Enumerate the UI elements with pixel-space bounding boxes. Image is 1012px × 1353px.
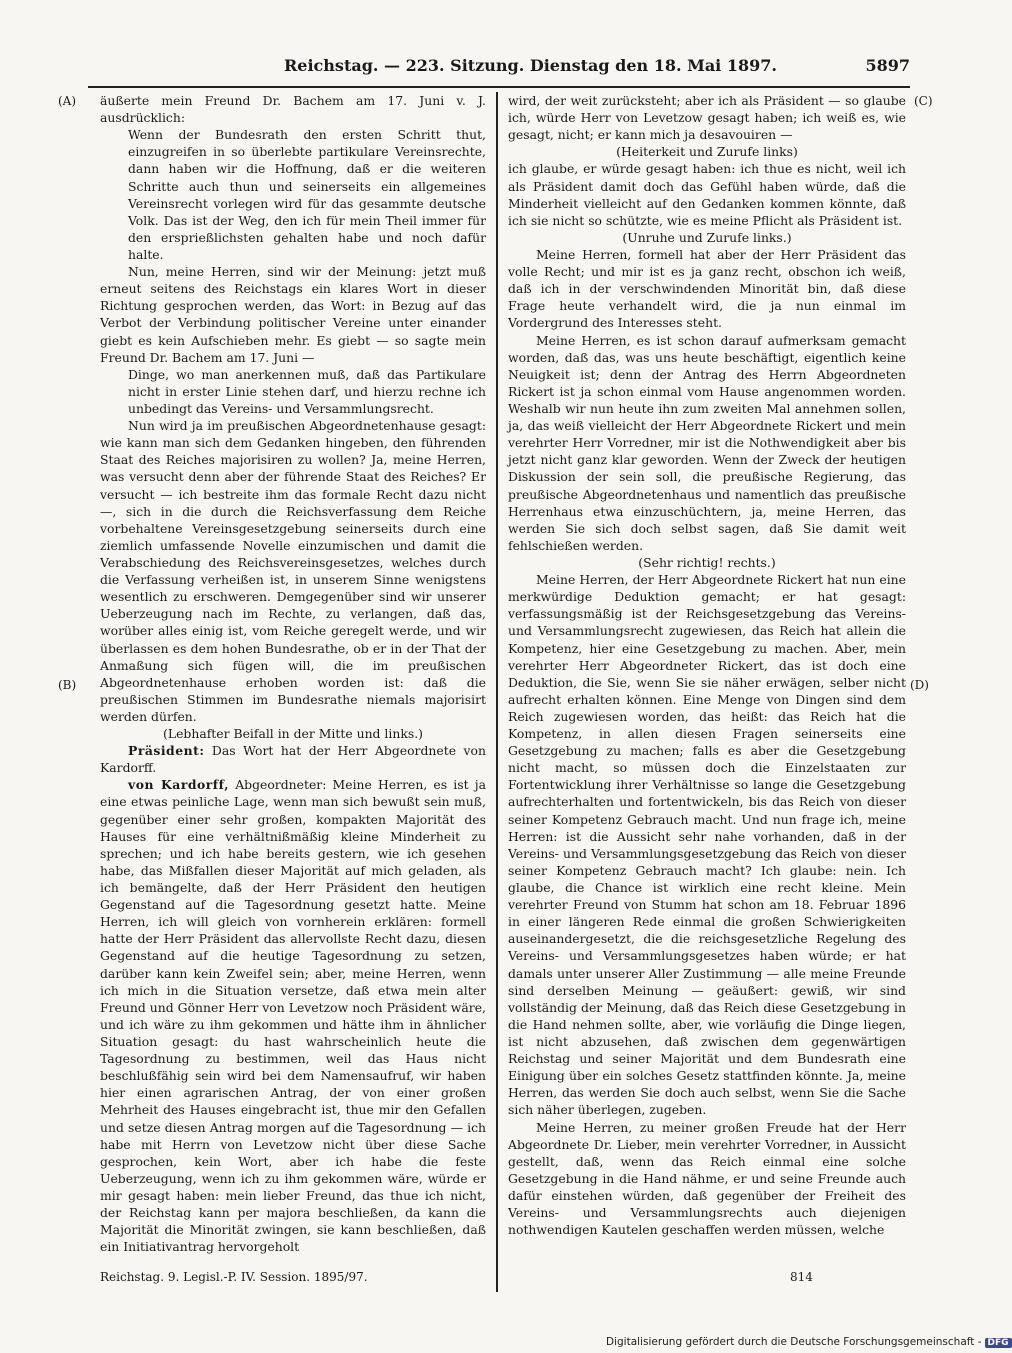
footer-sheet-number: 814	[790, 1270, 813, 1284]
page-number: 5897	[865, 56, 910, 75]
margin-marker-b: (B)	[58, 678, 77, 692]
margin-marker-c: (C)	[914, 94, 933, 108]
column-divider	[496, 92, 498, 1292]
paragraph: Wenn der Bundesrath den ersten Schritt thut, einzugreifen in so überlebte partikulare Vereinsrechte, dann haben wir die Hoffnung, daß er die weiteren Schritte auch thun und seinerseits ein allgemeines Vereinsrecht vorlegen wird für das gesammte deutsche Volk. Das ist der Weg, den ich für mein Theil immer für den ersprießlichsten gehalten habe und noch dafür halte.	[128, 127, 486, 262]
speech-text: Abgeordneter: Meine Herren, es ist ja eine etwas peinliche Lage, wenn man sich bewußt sein muß, gegenüber einer sehr großen, kompakten Majorität des Hauses für eine verhältnißmäßig kleine Minderheit zu sprechen; und ich habe bereits gestern, wie ich gesehen habe, das Mißfallen dieser Majorität auf mich geladen, als ich bemängelte, daß der Herr Präsident den heutigen Gegenstand auf die Tagesordnung gesetzt hatte. Meine Herren, ich will gleich von vornherein erklären: formell hatte der Herr Präsident das allervollste Recht dazu, diesen Gegenstand auf die heutige Tagesordnung zu setzen, darüber kann kein Zweifel sein; aber, meine Herren, wenn ich mich in die Situation versetze, daß etwa mein alter Freund und Gönner Herr von Levetzow noch Präsident wäre, und ich wäre zu ihm gekommen und hätte ihm in ähnlicher Situation gesagt: du hast wahrscheinlich heute die Tagesordnung zu bestimmen, weil das Haus nicht beschlußfähig sein wird bei dem Namensaufruf, wir haben hier einen agrarischen Antrag, der von einer großen Mehrheit des Hauses eingebracht ist, thue mir den Gefallen und setze diesen Antrag morgen auf die Tagesordnung — ich habe mit Herrn von Levetzow nicht über diese Sache gesprochen, kein Wort, aber ich habe die feste Ueberzeugung, wenn ich zu ihm gekommen wäre, würde er mir gesagt haben: mein lieber Freund, das thue ich nicht, der Reichstag kann per majora beschließen, da kann die Majorität die Minorität zwingen, sie kann beschließen, daß ein Initiativantrag hervorgeholt	[100, 777, 486, 1255]
paragraph	[100, 742, 486, 776]
paragraph: äußerte mein Freund Dr. Bachem am 17. Juni v. J. ausdrücklich:	[100, 93, 486, 126]
paragraph: (Unruhe und Zurufe links.)	[622, 229, 792, 245]
paragraph: (Sehr richtig! rechts.)	[638, 554, 776, 570]
dfg-logo: DFG	[985, 1338, 1012, 1348]
paragraph: Meine Herren, der Herr Abgeordnete Rickert hat nun eine merkwürdige Deduktion gemacht; er hat gesagt: verfassungsmäßig ist der Reichsgesetzgebung das Vereins- und Versammlungsrecht zugewiesen, das Reich hat allein die Kompetenz, hier eine Gesetzgebung zu machen. Aber, mein verehrter Herr Abgeordneter Rickert, das ist doch eine Deduktion, die Sie, wenn Sie sie näher erwägen, selber nicht aufrecht erhalten können. Eine Menge von Dingen sind dem Reich zugewiesen worden, das heißt: das Reich hat die Kompetenz, in allen diesen Fragen seinerseits eine Gesetzgebung zu machen; falls es aber die Gesetzgebung nicht macht, so müssen doch die Einzelstaaten zur Fortentwicklung ihrer Verhältnisse so lange die Gesetzgebung aufrechterhalten und fortentwickeln, bis das Reich von dieser seiner Kompetenz Gebrauch macht. Und nun frage ich, meine Herren: ist die Aussicht sehr nahe vorhanden, daß in der Vereins- und Versammlungsgesetzgebung das Reich von dieser seiner Kompetenz Gebrauch macht? Ich glaube: nein. Ich glaube, die Chance ist wirklich eine recht kleine. Mein verehrter Freund von Stumm hat schon am 18. Februar 1896 in einer längeren Rede einmal die großen Schwierigkeiten auseinandergesetzt, die die reichsgesetzliche Regelung des Vereins- und Versammlungsgesetzes haben würde; er hat damals unter unserer Aller Zustimmung — alle meine Freunde sind derselben Meinung — geäußert: gewiß, wir sind vollständig der Meinung, daß das Reich diese Gesetzgebung in die Hand nehmen sollte, aber, wie vorläufig die Dinge liegen, ist nicht abzusehen, daß zwischen dem gegenwärtigen Reichstag und seiner Majorität und dem Bundesrath eine Einigung über ein solches Gesetz stattfinden könnte. Ja, meine Herren, das werden Sie doch auch selbst, wenn Sie die Sache sich näher überlegen, zugeben.	[508, 572, 906, 1118]
paragraph	[100, 776, 486, 1255]
speech-text: Das Wort hat der Herr Abgeordnete von Kardorff.	[100, 743, 486, 776]
margin-marker-a: (A)	[58, 94, 77, 108]
margin-marker-d: (D)	[910, 678, 929, 692]
paragraph: Dinge, wo man anerkennen muß, daß das Partikulare nicht in erster Linie stehen darf, und hierzu rechne ich unbedingt das Vereins- und Versammlungsrecht.	[128, 366, 486, 416]
paragraph: Nun wird ja im preußischen Abgeordnetenhause gesagt: wie kann man sich dem Gedanken hingeben, den führenden Staat des Reiches majorisiren zu wollen? Ja, meine Herren, was versucht denn aber der führende Staat des Reiches? Er versucht — ich bestreite ihm das formale Recht dazu nicht —, sich in die durch die Reichsverfassung dem Reiche vorbehaltene Vereinsgesetzgebung seinerseits durch eine ziemlich umfassende Novelle einzumischen und damit die Verabschiedung des Reichsvereinsgesetzes, welches durch die Verfassung verheißen ist, in unserem Sinne wenigstens wesentlich zu erschweren. Demgegenüber sind wir unserer Ueberzeugung nach im Rechte, zu verlangen, daß das, worüber alles einig ist, vom Reiche geregelt werde, und wir überlassen es dem hohen Bundesrathe, ob er in der That der Anmaßung sich fügen will, die im preußischen Abgeordnetenhause erhoben worden ist: daß die preußischen Stimmen im Bundesrathe niemals majorisirt werden dürfen.	[100, 418, 486, 724]
paragraph: Meine Herren, es ist schon darauf aufmerksam gemacht worden, daß das, was uns heute beschäftigt, eigentlich keine Neuigkeit ist; denn der Antrag des Herrn Abgeordneten Rickert ist ja schon einmal vom Hause angenommen worden. Weshalb wir nun heute ihn zum zweiten Mal annehmen sollen, ja, das weiß vielleicht der Herr Abgeordnete Rickert und mein verehrter Herr Vorredner, mir ist die Nothwendigkeit aber bis jetzt nicht ganz klar geworden. Wenn der Zweck der heutigen Diskussion der sein soll, die preußische Regierung, das preußische Abgeordnetenhaus und namentlich das preußische Herrenhaus etwa einzuschüchtern, ja, meine Herren, das werden Sie sich doch selbst sagen, daß Sie damit weit fehlschießen werden.	[508, 332, 906, 553]
right-column	[508, 92, 906, 1238]
paragraph: wird, der weit zurücksteht; aber ich als Präsident — so glaube ich, würde Herr von Levetzow gesagt haben; ich weiß es, wie gesagt, nicht; er kann mich ja desavouiren —	[508, 93, 906, 143]
digitization-credit	[606, 1336, 1012, 1348]
paragraph: (Heiterkeit und Zurufe links)	[616, 144, 798, 160]
paragraph: (Lebhafter Beifall in der Mitte und links.)	[163, 726, 423, 742]
paragraph: Nun, meine Herren, sind wir der Meinung: jetzt muß erneut seitens des Reichstags ein klares Wort in dieser Richtung gesprochen werden, das Wort: in Bezug auf das Verbot der Verbindung politischer Vereine unter einander giebt es kein Aufschieben mehr. Es giebt — so sagte mein Freund Dr. Bachem am 17. Juni —	[100, 264, 486, 365]
paragraph: Meine Herren, formell hat aber der Herr Präsident das volle Recht; und mir ist es ja ganz recht, obschon ich weiß, daß ich in der verschwindenden Minorität bin, daß diese Frage heute verhandelt wird, die ja nun einmal im Vordergrund des Interesses steht.	[508, 246, 906, 331]
running-header	[88, 48, 910, 78]
speaker-name: von Kardorff,	[128, 777, 230, 793]
paragraph: Meine Herren, zu meiner großen Freude hat der Herr Abgeordnete Dr. Lieber, mein verehrter Vorredner, in Aussicht gestellt, daß, wenn das Reich einmal eine solche Gesetzgebung in die Hand nähme, er und seine Freunde auch dafür einstehen würden, daß gegenüber der Freiheit des Vereins- und Versammlungsrechts auch diejenigen nothwendigen Kautelen geschaffen werden müssen, welche	[508, 1119, 906, 1238]
footer-session-info: Reichstag. 9. Legisl.-P. IV. Session. 1895/97.	[100, 1270, 368, 1284]
left-column	[100, 92, 486, 1255]
credit-text: Digitalisierung gefördert durch die Deutsche Forschungsgemeinschaft -	[606, 1336, 982, 1348]
paragraph: ich glaube, er würde gesagt haben: ich thue es nicht, weil ich als Präsident damit doch das Gefühl haben würde, daß die Minderheit vielleicht auf den Gedanken kommen könnte, daß ich sie nicht so schützte, wie es meine Pflicht als Präsident ist.	[508, 161, 906, 228]
speaker-name: Präsident:	[128, 743, 205, 759]
header-rule	[88, 86, 910, 88]
header-title: Reichstag. — 223. Sitzung. Dienstag den 18. Mai 1897.	[284, 56, 777, 75]
